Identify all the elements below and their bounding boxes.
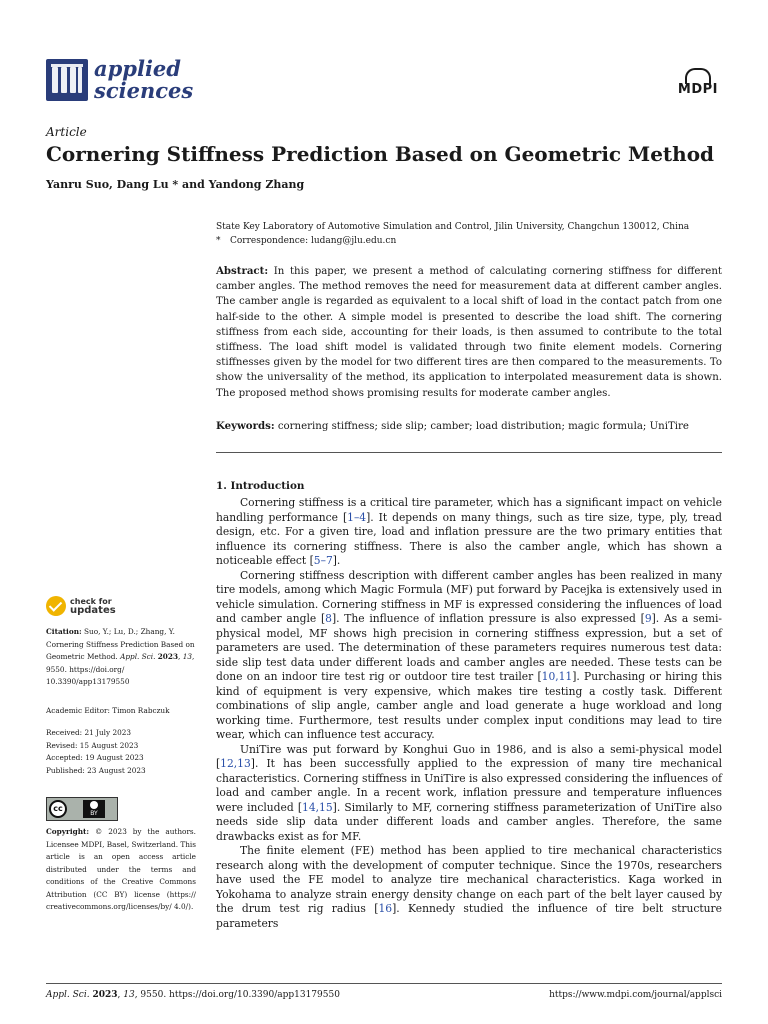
footer-journal-url[interactable]: https://www.mdpi.com/journal/applsci: [549, 990, 722, 1000]
citation-link[interactable]: 16: [378, 902, 393, 915]
publisher-logo[interactable]: [678, 68, 718, 97]
journal-name: applied sciences: [94, 56, 194, 103]
by-icon: BY: [83, 800, 105, 818]
citation-block: Citation: Suo, Y.; Lu, D.; Zhang, Y. Cornering Stiffness Prediction Based on Geometric Method. Appl. Sci. 2023, 13, 9550. https://doi.org/ 10.3390/app13179550: [46, 627, 195, 686]
footer-divider: [46, 983, 722, 984]
citation-link[interactable]: 8: [325, 612, 332, 625]
journal-logo-icon: [46, 59, 88, 101]
affiliation: State Key Laboratory of Automotive Simulation and Control, Jilin University, Changchun 130012, China: [216, 222, 690, 232]
keywords: [216, 419, 722, 434]
citation-link[interactable]: 14,15: [302, 800, 333, 814]
keywords-text: cornering stiffness; side slip; camber; load distribution; magic formula; UniTire: [274, 421, 689, 432]
section-body: [216, 496, 722, 931]
abstract: [216, 264, 722, 401]
cc-license-badge[interactable]: [46, 797, 118, 821]
paragraph: The finite element (FE) method has been applied to tire mechanical characteristics research along with the development of computer technique. Since the 1970s, researchers have used the FE model to analyze tire mechanical characteristics. Kaga worked in Yokohama to analyze strain energy density change on each part of the belt layer caused by the drum test rig radius [16]. Kennedy studied the influence of tire belt structure parameters: [216, 844, 722, 930]
abstract-label: Abstract:: [216, 265, 269, 277]
paragraph: Cornering stiffness is a critical tire parameter, which has a significant impact on vehicle handling performance [1–4]. It depends on many things, such as tire size, type, ply, tread design, etc. For a given tire, load and inflation pressure are the two primary entities that influence its cornering stiffness. There is also the camber angle, which has shown a noticeable effect [5–7].: [216, 496, 722, 567]
check-updates-button[interactable]: [46, 596, 116, 616]
check-icon: [46, 596, 66, 616]
article-type: Article: [46, 125, 87, 139]
accepted-date: Accepted: 19 August 2023: [46, 753, 144, 762]
paragraph: UniTire was put forward by Konghui Guo in 1986, and is also a semi-physical model [12,13]. It has been successfully applied to the expression of many tire mechanical characteristics. Cornering stiffness in UniTire is also expressed considering the influences of load and camber angle. In a recent work, inflation pressure and temperature influences were included [14,15]. Similarly to MF, cornering stiffness parameterization of UniTire also needs side slip data under different loads and camber angles. Therefore, the same drawbacks exist as for MF.: [216, 742, 722, 843]
footer-citation: Appl. Sci. 2023, 13, 9550. https://doi.org/10.3390/app13179550: [46, 990, 340, 1000]
keywords-label: Keywords:: [216, 420, 275, 432]
article-title: Cornering Stiffness Prediction Based on Geometric Method: [46, 142, 715, 166]
paragraph: Cornering stiffness description with different camber angles has been realized in many tire models, among which Magic Formula (MF) put forward by Pacejka is extensively used in vehicle simulation. Cornering stiffness in MF is expressed considering the influences of load and camber angle [8]. The influence of inflation pressure is also expressed [9]. As a semi-physical model, MF shows high precision in cornering stiffness expression, but a set of parameters are used. The determination of these parameters requires numerous test data: side slip test data under different loads and camber angles are needed. These tests can be done on an indoor tire test rig or outdoor tire test trailer [10,11]. Purchasing or hiring this kind of equipment is very expensive, which makes tire testing a costly task. Different combinations of slip angle, camber angle and load generate a huge workload and long working time. Furthermore, test results under complex input conditions may lead to tire wear, which can influence test accuracy.: [216, 568, 723, 741]
copyright-notice: Copyright: © 2023 by the authors. Licensee MDPI, Basel, Switzerland. This article is an open access article distributed under the terms and conditions of the Creative Commons Attribution (CC BY) license (https:// creativecommons.org/licenses/by/ 4.0/).: [46, 827, 196, 911]
section-divider: [216, 452, 722, 453]
academic-editor: Academic Editor: Timon Rabczuk: [46, 706, 170, 715]
abstract-text: In this paper, we present a method of calculating cornering stiffness for different camber angles. The method removes the need for measurement data at different camber angles. The camber angle is regarded as equivalent to a local shift of load in the contact patch from one half-side to the other. A simple model is presented to describe the load shift. The cornering stiffness from each side, accounting for their loads, is then assumed to contribute to the total stiffness. The load shift model is validated through two finite element models. Cornering stiffnesses given by the model for two different tires are then compared to the measurements. To show the universality of the method, its application to interpolated measurement data is shown. The proposed method shows promising results for moderate camber angles.: [216, 266, 722, 399]
correspondence: * Correspondence: ludang@jlu.edu.cn: [216, 236, 397, 246]
received-date: Received: 21 July 2023: [46, 728, 132, 737]
dates-block: [46, 727, 196, 777]
publisher-name: MDPI: [677, 82, 718, 97]
author-list: Yanru Suo, Dang Lu * and Yandong Zhang: [46, 178, 305, 191]
citation-link[interactable]: 9: [644, 612, 652, 625]
citation-link[interactable]: 1–4: [347, 510, 367, 524]
check-updates-label: check for updates: [70, 597, 116, 616]
citation-link[interactable]: 10,11: [541, 670, 573, 683]
affiliation-block: [216, 220, 726, 248]
published-date: Published: 23 August 2023: [46, 765, 146, 775]
revised-date: Revised: 15 August 2023: [46, 740, 139, 750]
citation-link[interactable]: 12,13: [220, 757, 251, 770]
section-heading: 1. Introduction: [216, 480, 305, 492]
cc-icon: cc: [49, 800, 67, 818]
journal-logo[interactable]: [46, 58, 193, 102]
citation-link[interactable]: 5–7: [313, 554, 333, 567]
